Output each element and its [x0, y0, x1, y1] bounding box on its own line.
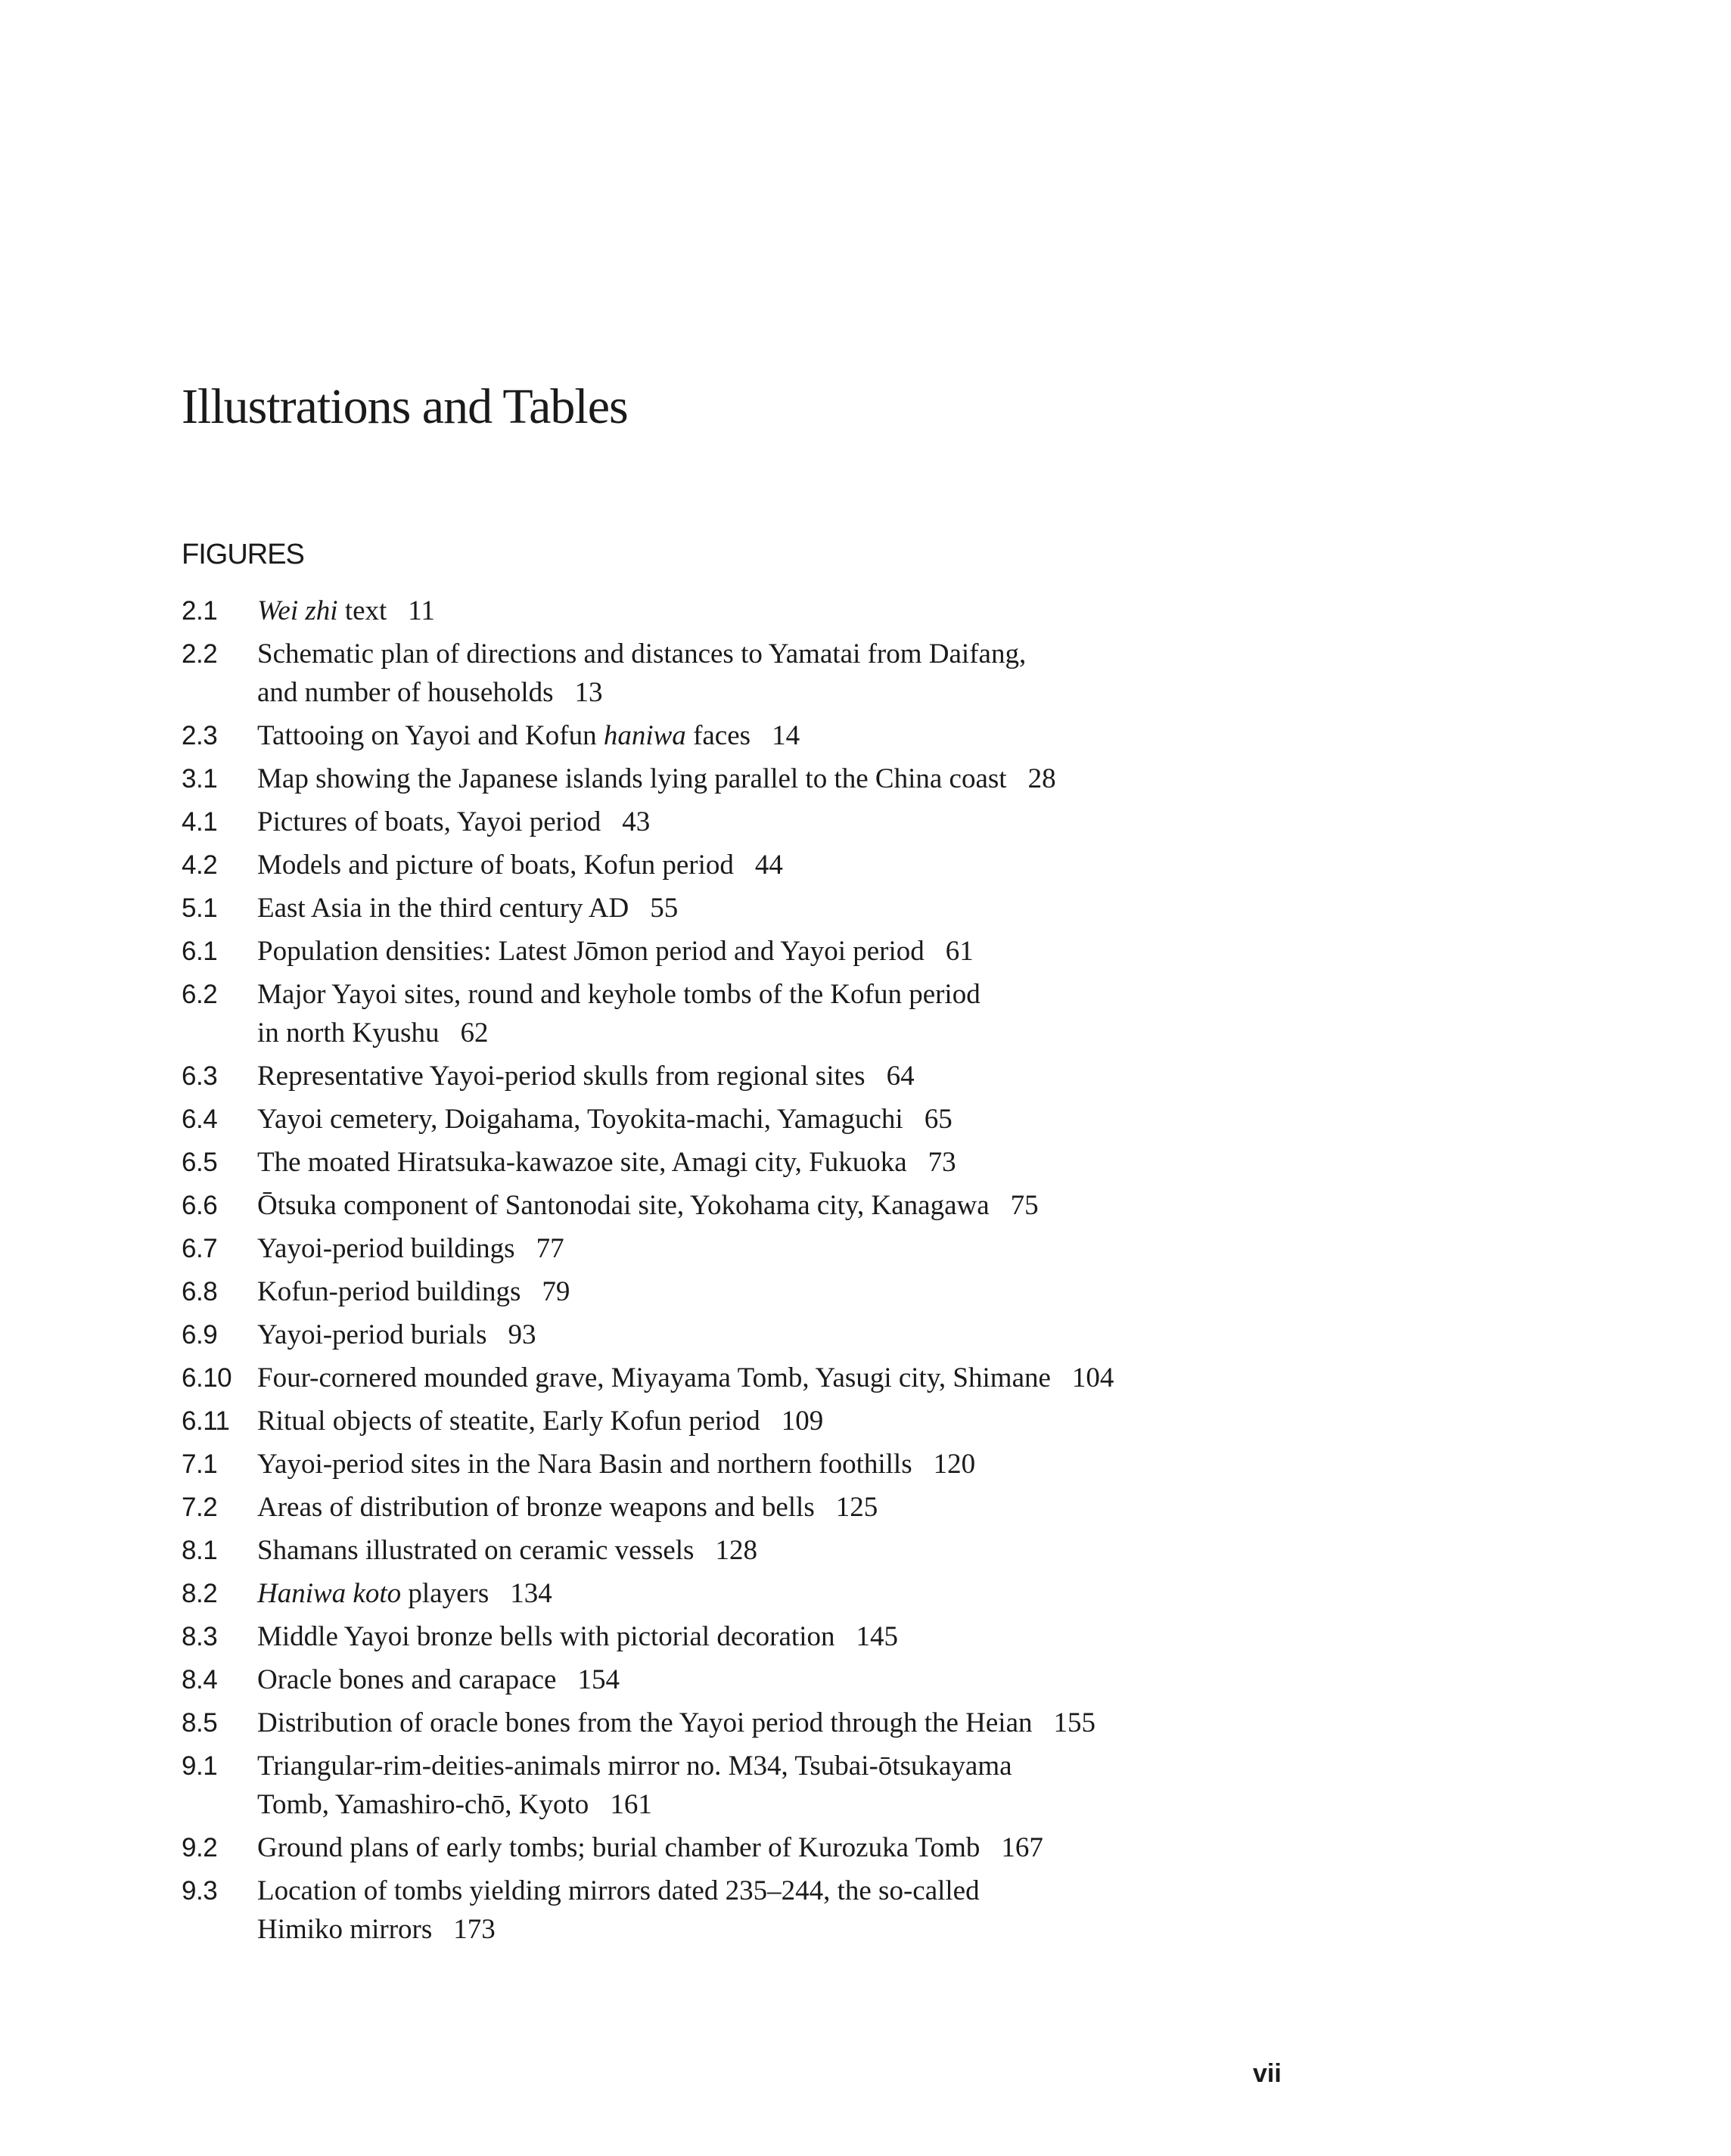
figure-number: 9.2: [182, 1833, 218, 1862]
figure-page-number: 61: [945, 936, 974, 967]
figure-page-number: 173: [453, 1914, 496, 1945]
figure-page-number: 75: [1010, 1190, 1039, 1221]
figure-number: 8.5: [182, 1708, 218, 1738]
caption-line: [257, 1316, 1203, 1354]
caption-text: text: [337, 595, 387, 626]
caption-text: Schematic plan of directions and distances to Yamatai from Daifang,: [257, 638, 1027, 669]
figure-page-number: 161: [610, 1789, 652, 1820]
figure-caption: [257, 1229, 1203, 1268]
figure-number: 7.1: [182, 1449, 218, 1479]
figure-page-number: 14: [772, 720, 800, 751]
caption-text: East Asia in the third century AD: [257, 893, 629, 924]
figure-number: 4.2: [182, 850, 218, 880]
caption-line: [257, 592, 1203, 630]
figure-page-number: 134: [510, 1578, 552, 1609]
caption-line: [257, 760, 1203, 798]
caption-text: Location of tombs yielding mirrors dated 235–244, the so-called: [257, 1875, 980, 1906]
caption-text: Population densities: Latest Jōmon period and Yayoi period: [257, 936, 925, 967]
caption-line: [257, 932, 1203, 971]
figure-caption: [257, 1272, 1203, 1311]
caption-italic-text: Haniwa koto: [257, 1578, 402, 1609]
figure-number: 5.1: [182, 893, 218, 923]
caption-text: The moated Hiratsuka-kawazoe site, Amagi city, Fukuoka: [257, 1147, 907, 1178]
caption-text: Ritual objects of steatite, Early Kofun period: [257, 1406, 760, 1437]
figure-caption: [257, 716, 1203, 755]
caption-text: Yayoi-period burials: [257, 1319, 487, 1350]
figure-entry: [182, 1488, 1468, 1527]
figure-page-number: 125: [835, 1492, 878, 1523]
caption-text: Ground plans of early tombs; burial chamber of Kurozuka Tomb: [257, 1832, 980, 1863]
caption-text: Tomb, Yamashiro-chō, Kyoto: [257, 1789, 589, 1820]
figure-page-number: 55: [650, 893, 679, 924]
figure-entry: [182, 1574, 1468, 1613]
figure-entry: [182, 1828, 1468, 1867]
figure-entry: [182, 1100, 1468, 1139]
figure-page-number: 77: [536, 1233, 564, 1264]
caption-line: [257, 1272, 1203, 1311]
figure-page-number: 44: [754, 850, 783, 881]
caption-line: [257, 716, 1203, 755]
caption-text: Representative Yayoi-period skulls from regional sites: [257, 1061, 866, 1092]
caption-text: faces: [685, 720, 751, 751]
caption-text: Yayoi cemetery, Doigahama, Toyokita-machi, Yamaguchi: [257, 1104, 903, 1135]
page-number: vii: [1253, 2059, 1282, 2088]
figure-page-number: 65: [924, 1104, 953, 1135]
figure-caption: [257, 1704, 1203, 1742]
figure-page-number: 64: [886, 1061, 915, 1092]
caption-text: Pictures of boats, Yayoi period: [257, 806, 601, 837]
figure-number: 4.1: [182, 807, 218, 837]
figure-number: 8.1: [182, 1536, 218, 1565]
caption-line: [257, 1660, 1203, 1699]
figure-caption: [257, 1574, 1203, 1613]
figure-page-number: 43: [622, 806, 651, 837]
figure-page-number: 11: [408, 595, 435, 626]
caption-text: Triangular-rim-deities-animals mirror no. M34, Tsubai-ōtsukayama: [257, 1751, 1012, 1782]
figure-number: 7.2: [182, 1493, 218, 1522]
figure-caption: [257, 803, 1203, 841]
caption-text: Areas of distribution of bronze weapons and bells: [257, 1492, 815, 1523]
figure-page-number: 93: [508, 1319, 536, 1350]
figure-caption: [257, 1872, 1203, 1949]
caption-text: Models and picture of boats, Kofun period: [257, 850, 734, 881]
caption-line: [257, 1785, 1203, 1824]
figure-caption: [257, 1402, 1203, 1440]
figure-caption: [257, 932, 1203, 971]
caption-text: Shamans illustrated on ceramic vessels: [257, 1535, 695, 1566]
figure-number: 6.4: [182, 1104, 218, 1134]
caption-line: [257, 1445, 1203, 1483]
figure-caption: [257, 1617, 1203, 1656]
figure-entry: [182, 975, 1468, 1052]
figure-entry: [182, 635, 1468, 712]
caption-line: [257, 673, 1203, 712]
caption-text: Four-cornered mounded grave, Miyayama Tomb, Yasugi city, Shimane: [257, 1362, 1051, 1393]
caption-line: [257, 1186, 1203, 1225]
caption-text: Himiko mirrors: [257, 1914, 433, 1945]
caption-line: [257, 803, 1203, 841]
caption-text: Distribution of oracle bones from the Yayoi period through the Heian: [257, 1707, 1033, 1738]
caption-line: [257, 1402, 1203, 1440]
caption-line: [257, 1910, 1203, 1949]
page-title: Illustrations and Tables: [182, 379, 628, 434]
figure-caption: [257, 1828, 1203, 1867]
figure-number: 2.1: [182, 596, 218, 626]
figure-caption: [257, 1445, 1203, 1483]
caption-line: [257, 1704, 1203, 1742]
figure-caption: [257, 1359, 1203, 1397]
figure-entry: [182, 1057, 1468, 1095]
figure-page-number: 145: [856, 1621, 898, 1652]
caption-text: Kofun-period buildings: [257, 1276, 521, 1307]
section-heading-figures: FIGURES: [182, 539, 304, 570]
caption-text: Yayoi-period buildings: [257, 1233, 515, 1264]
figure-entry: [182, 1316, 1468, 1354]
figure-page-number: 28: [1027, 763, 1056, 794]
figure-caption: [257, 1100, 1203, 1139]
caption-line: [257, 1747, 1203, 1785]
figure-number: 8.4: [182, 1665, 218, 1695]
figure-caption: [257, 1143, 1203, 1182]
figure-page-number: 79: [542, 1276, 570, 1307]
caption-italic-text: Wei zhi: [257, 595, 338, 626]
figure-page-number: 13: [574, 677, 603, 708]
figure-caption: [257, 635, 1203, 712]
figure-number: 3.1: [182, 764, 218, 794]
figure-caption: [257, 889, 1203, 927]
figure-entry: [182, 1660, 1468, 1699]
caption-text: Major Yayoi sites, round and keyhole tombs of the Kofun period: [257, 979, 980, 1010]
figure-entry: [182, 1359, 1468, 1397]
caption-text: Map showing the Japanese islands lying parallel to the China coast: [257, 763, 1007, 794]
figure-entry: [182, 932, 1468, 971]
figure-caption: [257, 1186, 1203, 1225]
figure-caption: [257, 1316, 1203, 1354]
figure-number: 6.6: [182, 1191, 218, 1220]
caption-line: [257, 1531, 1203, 1570]
caption-line: [257, 1872, 1203, 1910]
caption-line: [257, 635, 1203, 673]
figure-caption: [257, 846, 1203, 884]
caption-line: [257, 1488, 1203, 1527]
caption-text: and number of households: [257, 677, 554, 708]
caption-italic-text: haniwa: [603, 720, 686, 751]
caption-line: [257, 1014, 1203, 1052]
figure-number: 8.2: [182, 1579, 218, 1608]
figure-caption: [257, 1057, 1203, 1095]
figure-caption: [257, 760, 1203, 798]
figure-number: 2.3: [182, 721, 218, 750]
caption-line: [257, 1229, 1203, 1268]
figure-number: 6.11: [182, 1406, 230, 1436]
figure-entry: [182, 1445, 1468, 1483]
figure-entry: [182, 1229, 1468, 1268]
caption-line: [257, 1828, 1203, 1867]
figure-entry: [182, 1704, 1468, 1742]
figure-number: 6.8: [182, 1277, 218, 1306]
figure-number: 2.2: [182, 639, 218, 669]
caption-text: Ōtsuka component of Santonodai site, Yokohama city, Kanagawa: [257, 1190, 990, 1221]
figure-number: 8.3: [182, 1622, 218, 1651]
caption-text: in north Kyushu: [257, 1017, 440, 1048]
figure-entry: [182, 803, 1468, 841]
figure-number: 6.5: [182, 1148, 218, 1177]
figure-number: 9.3: [182, 1876, 218, 1906]
figure-number: 6.10: [182, 1363, 232, 1393]
figure-page-number: 167: [1001, 1832, 1043, 1863]
figure-entry: [182, 716, 1468, 755]
figure-number: 6.3: [182, 1061, 218, 1091]
caption-line: [257, 1100, 1203, 1139]
caption-line: [257, 889, 1203, 927]
figure-page-number: 104: [1071, 1362, 1114, 1393]
caption-line: [257, 1359, 1203, 1397]
figure-caption: [257, 1660, 1203, 1699]
figure-number: 6.9: [182, 1320, 218, 1350]
figure-caption: [257, 1488, 1203, 1527]
caption-text: Tattooing on Yayoi and Kofun: [257, 720, 604, 751]
figure-page-number: 155: [1053, 1707, 1095, 1738]
caption-line: [257, 1057, 1203, 1095]
caption-line: [257, 1617, 1203, 1656]
figure-page-number: 120: [933, 1449, 976, 1480]
figure-entry: [182, 1272, 1468, 1311]
figure-entry: [182, 760, 1468, 798]
figure-page-number: 109: [781, 1406, 824, 1437]
figure-entry: [182, 1872, 1468, 1949]
figure-number: 6.2: [182, 980, 218, 1009]
figure-entry: [182, 1402, 1468, 1440]
figure-entry: [182, 1531, 1468, 1570]
caption-text: players: [401, 1578, 489, 1609]
caption-text: Middle Yayoi bronze bells with pictorial decoration: [257, 1621, 835, 1652]
caption-line: [257, 846, 1203, 884]
figure-entry: [182, 1143, 1468, 1182]
figure-caption: [257, 592, 1203, 630]
figure-entry: [182, 889, 1468, 927]
figure-page-number: 128: [715, 1535, 757, 1566]
figure-caption: [257, 1531, 1203, 1570]
figure-number: 9.1: [182, 1751, 218, 1781]
figure-entry: [182, 592, 1468, 630]
figure-page-number: 62: [460, 1017, 489, 1048]
figure-entry: [182, 1747, 1468, 1824]
figure-entry: [182, 1617, 1468, 1656]
figure-page-number: 73: [928, 1147, 956, 1178]
caption-line: [257, 975, 1203, 1014]
caption-text: Yayoi-period sites in the Nara Basin and northern foothills: [257, 1449, 912, 1480]
figure-caption: [257, 975, 1203, 1052]
figure-entry: [182, 846, 1468, 884]
figure-page-number: 154: [577, 1664, 620, 1695]
caption-line: [257, 1574, 1203, 1613]
figure-caption: [257, 1747, 1203, 1824]
caption-line: [257, 1143, 1203, 1182]
figure-list: [182, 592, 1468, 1953]
figure-number: 6.1: [182, 937, 218, 966]
figure-entry: [182, 1186, 1468, 1225]
figure-number: 6.7: [182, 1234, 218, 1263]
caption-text: Oracle bones and carapace: [257, 1664, 557, 1695]
